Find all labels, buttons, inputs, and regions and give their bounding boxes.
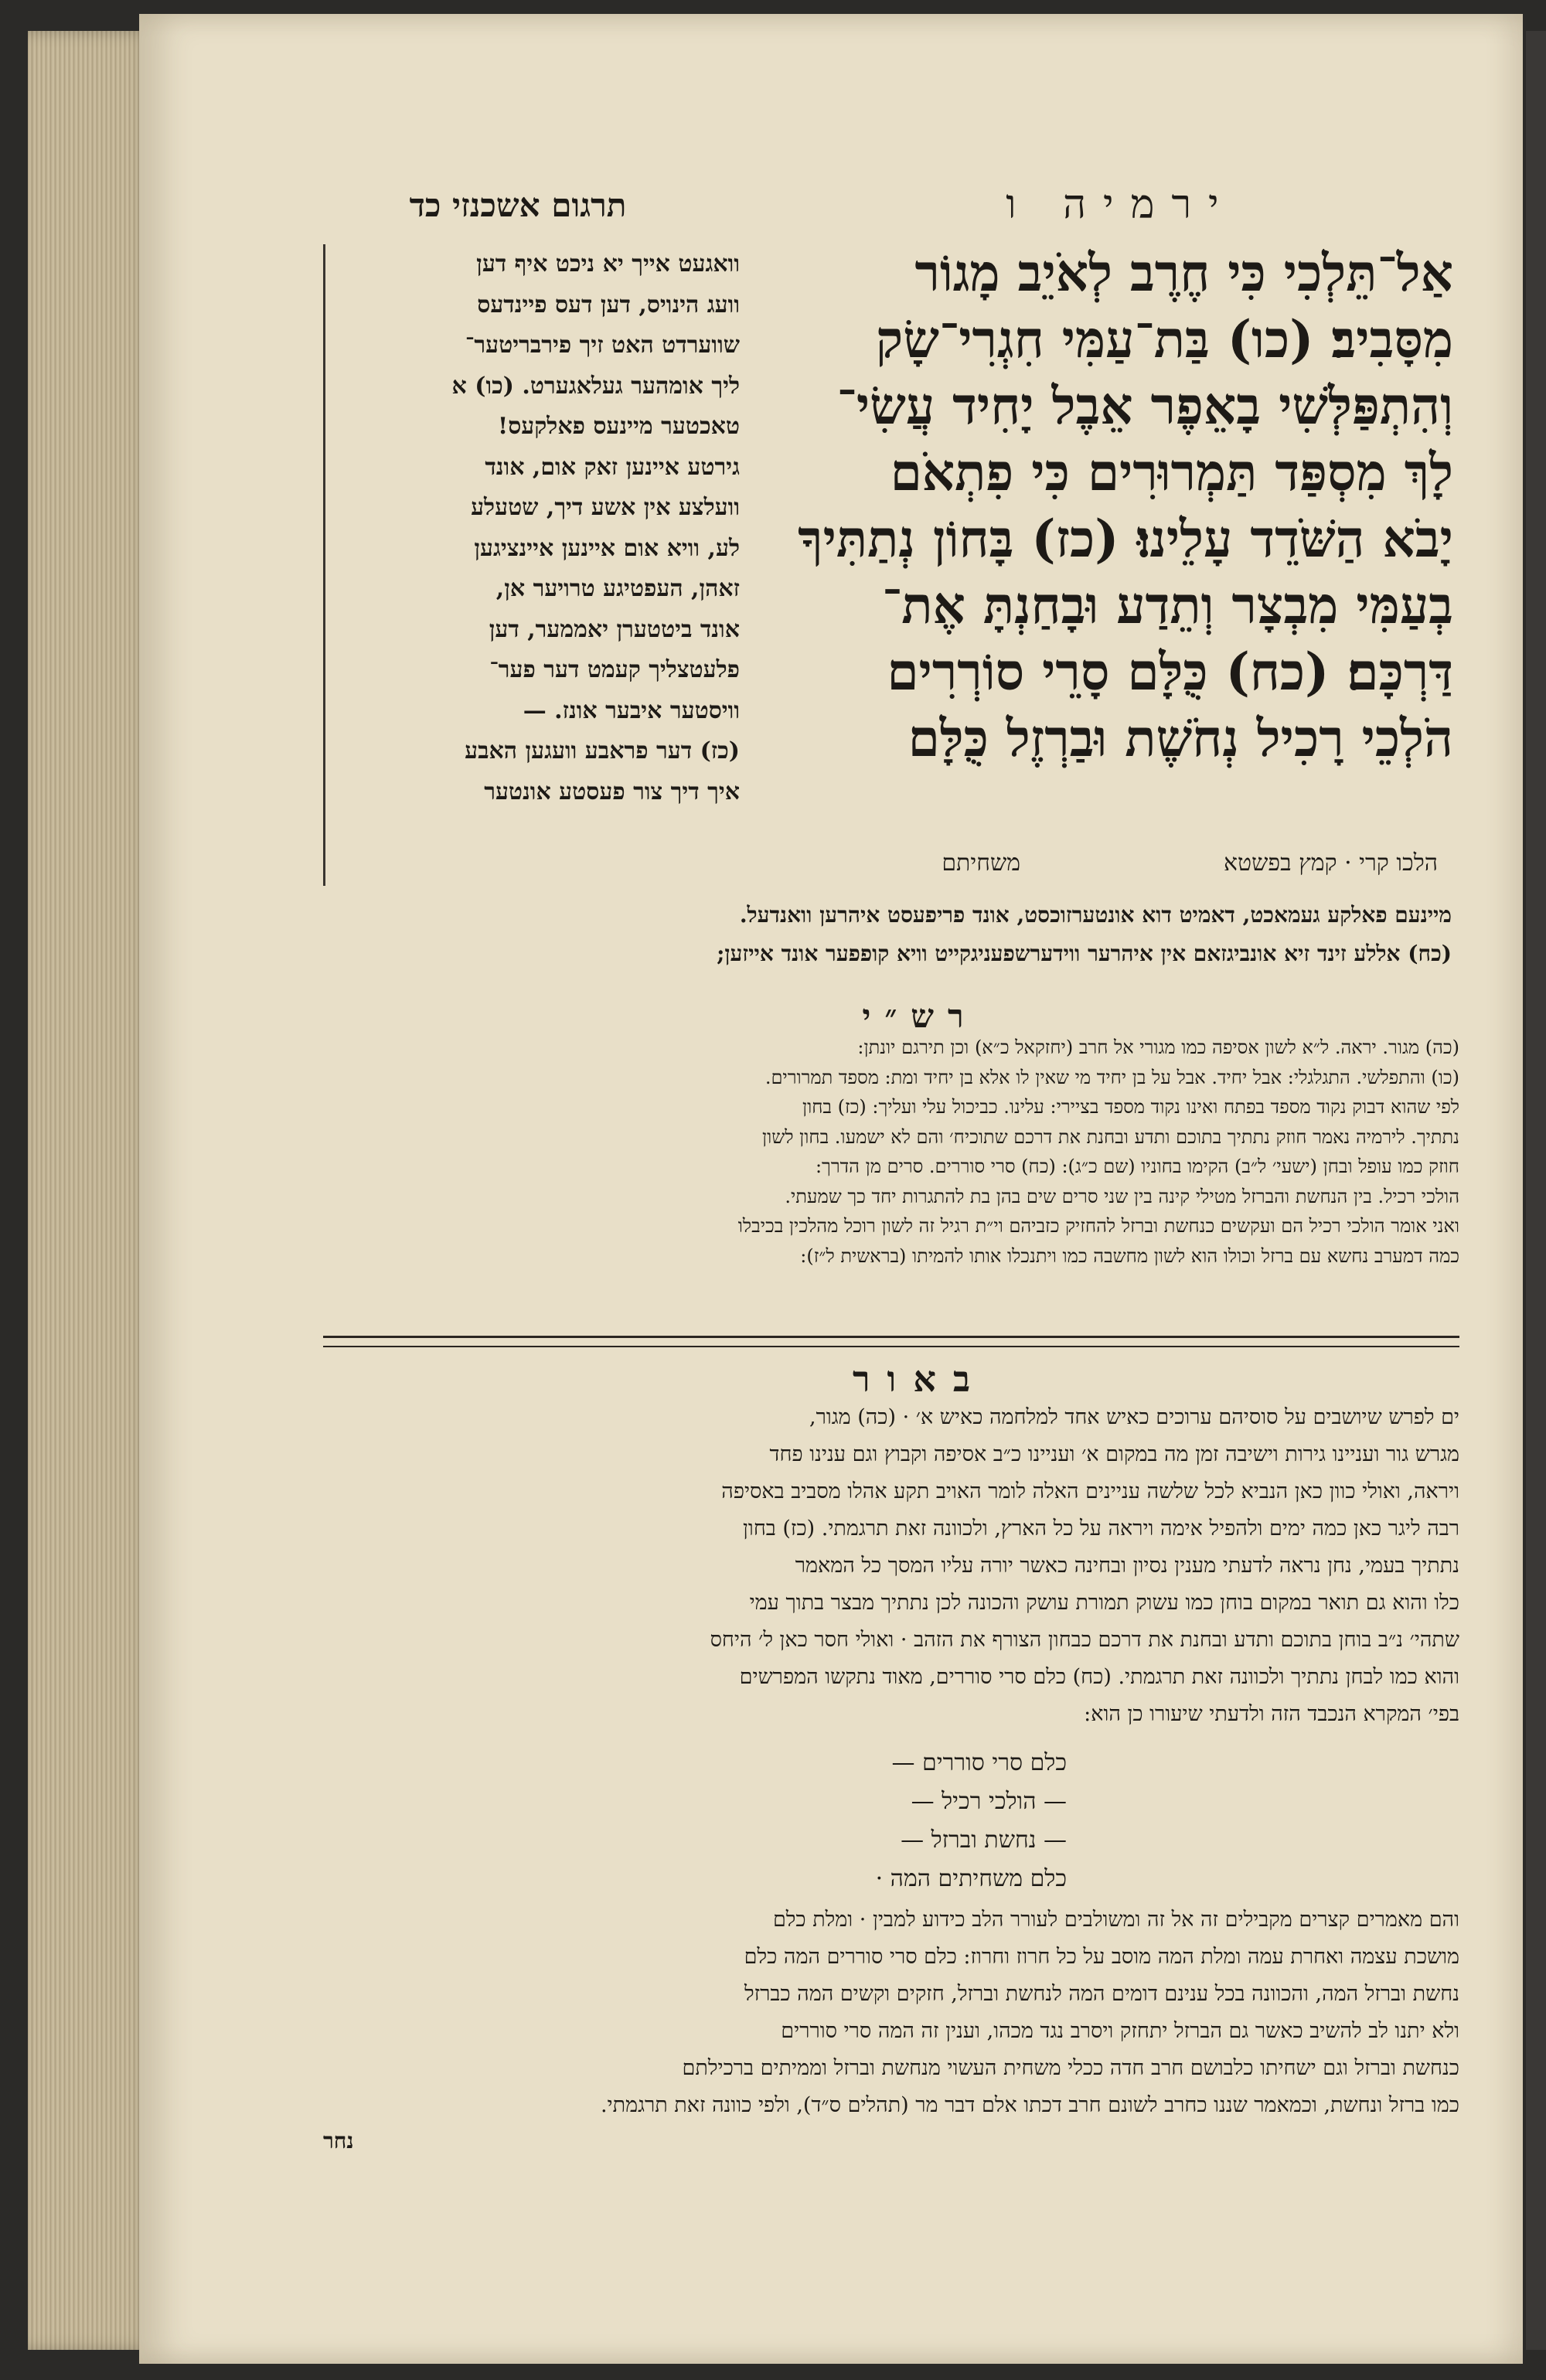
targum-line: וויסטער איבער אונז. —	[523, 696, 740, 724]
targum-line: פלעטצליך קעמט דער פער־	[489, 656, 740, 683]
qere-note: הלכו קרי · קמץ בפשטא	[1224, 850, 1438, 877]
targum-line: זאהן, העפטיגע טרויער אן,	[495, 575, 740, 602]
rashi-heading: רש״י	[862, 997, 978, 1035]
biur-line: ולא יתנו לב להשיב כאשר גם הברזל יתחזק ויסרב נגד מכהו, וענין זה המה סרי סוררים	[781, 2019, 1459, 2043]
catchword: נחר	[323, 2128, 354, 2154]
verse-line: דַּרְכָּם׃ (כח) כֻּלָּם סָרֵי סוֹרְרִים	[887, 642, 1453, 702]
verse-line: יָבֹא הַשֹּׁדֵד עָלֵינוּ׃ (כז) בָּחוֹן נְתַתִּיךָ	[798, 509, 1453, 569]
biur-line: מושכת עצמה ואחרת עמה ומלת המה מוסב על כל חרוז וחרוז: כלם סרי סוררים המה כלם	[744, 1945, 1459, 1969]
targum-line: טאכטער מיינעס פאלקעס!	[498, 413, 740, 440]
biur-commentary-continued	[323, 1902, 1459, 2126]
scheme-line: כלם משחיתים המה ·	[875, 1865, 1067, 1892]
rashi-line: חוזק כמו עופל ובחן (ישעי׳ ל״ב) הקימו בחוניו (שם כ״ג): (כח) סרי סוררים. סרים מן הדרך:	[815, 1156, 1459, 1177]
biur-line: ים לפרש שיושבים על סוסיהם ערוכים כאיש אחד למלחמה כאיש א׳ · (כה) מגור,	[809, 1405, 1459, 1429]
biur-line: כמו ברזל ונחשת, וכמאמר שננו כחרב לשונם חרב דכתו אלם דבר מר (תהלים ס״ד), ולפי כוונה זאת תרגמתי.	[600, 2093, 1459, 2117]
verse-marginal-note	[742, 844, 1453, 883]
rashi-line: ואני אומר הולכי רכיל הם ועקשים כנחשת וברזל להחזיק כזביהם וי״ת רגיל זה לשון רוכל מהלכין בכיבלו	[737, 1215, 1459, 1237]
verse-line: מִסָּבִיב׃ (כו) בַּת־עַמִּי חִגְרִי־שָׂק	[875, 309, 1453, 369]
rashi-line: (כה) מגור. יראה. ל״א לשון אסיפה כמו מגורי אל חרב (יחזקאל כ״א) וכן תירגם יונתן:	[857, 1037, 1459, 1058]
targum-continuation-line: מיינעם פאלקע געמאכט, דאמיט דוא אונטערזוכסט, אונד פריפעסט איהרען וואנדעל.	[739, 902, 1452, 928]
targum-line: וועג הינויס, דען דעס פיינדעס	[477, 291, 740, 318]
biur-line: נחשת וברזל המה, והכוונה בכל ענינם דומים המה לנחשת וברזל, חזקים וקשים המה כברזל	[744, 1982, 1459, 2006]
biur-line: נתתיך בעמי, נחן נראה לדעתי מענין נסיון ובחינה כאשר יורה עליו המסך כל המאמר	[795, 1554, 1459, 1578]
targum-line: וואגעט אייך יא ניכט איף דען	[476, 250, 740, 277]
rashi-line: הולכי רכיל. בין הנחשת והברזל מטילי קינה בין שני סרים שים בהן בת להתגרות יחד כך שמעתי.	[785, 1185, 1459, 1207]
scheme-line: — הולכי רכיל —	[911, 1788, 1067, 1815]
rashi-line: לפי שהוא דבוק נקוד מספד בפתח ואינו נקוד מספד בציירי: עלינו. כביכול עלי ועליך: (כז) בחון	[802, 1096, 1459, 1118]
biur-line: שתהי׳ נ״ב בוחן בתוכם ותדע ובחנת את דרכם כבחון הצורף את הזהב · ואולי חסר כאן ל׳ היחס	[710, 1628, 1459, 1652]
verse-line: אַל־תֵּלְכִי כִּי חֶרֶב לְאֹיֵב מָגוֹר	[914, 243, 1453, 303]
facing-page-edge	[1526, 31, 1546, 2350]
biur-line: כלו והוא גם תואר במקום בוחן כמו עשוק תמורת עושק והכונה לכן נתתיך מבצר בתוך עמי	[749, 1591, 1459, 1615]
targum-column	[323, 244, 740, 886]
targum-line: אונד ביטטערן יאממער, דען	[489, 615, 740, 643]
running-head-book: ירמיה ו	[1006, 182, 1236, 228]
rashi-line: כמה דמערב נחשא עם ברזל וכולו הוא לשון מחשבה כמו ויתנכלו אותו להמיתו (בראשית ל״ז):	[800, 1244, 1459, 1267]
targum-line: שווערדט האט זיך פירבריטער־	[465, 332, 740, 359]
verse-column	[742, 240, 1453, 843]
targum-line: (כז) דער פראבע וועגען האבע	[465, 737, 740, 764]
verse-line: לָךְ מִסְפַּד תַּמְרוּרִים כִּי פִתְאֹם	[890, 442, 1453, 502]
biur-line: רבה ליגר כאן כמה ימים ולהפיל אימה ויראה על כל הארץ, ולכוונה זאת תרגמתי. (כז) בחון	[743, 1517, 1459, 1541]
biur-line: והם מאמרים קצרים מקבילים זה אל זה ומשולבים לעורר הלב כידוע למבין · ומלת כלם	[772, 1908, 1459, 1932]
biur-line: ויראה, ואולי כוון כאן הנביא לכל שלשה עניינים האלה לומר האויב תקע אהלו מסביב באסיפה	[721, 1479, 1459, 1503]
page-edge	[28, 31, 152, 2350]
targum-line: גירטע איינען זאק אום, אונד	[485, 453, 740, 481]
verse-line: וְהִתְפַּלְּשִׁי בָאֵפֶר אֵבֶל יָחִיד עֲשִׂי־	[836, 376, 1453, 436]
rashi-commentary	[323, 1033, 1459, 1342]
rashi-line: נתתיך. לירמיה נאמר חוזק נתתיך בתוכם ותדע ובחנת את דרכם שתוכיח׳ והם לא ישמעו. בחון לשון	[762, 1125, 1459, 1148]
biur-line: והוא כמו לבחן נתתיך ולכוונה זאת תרגמתי. (כח) כלם סרי סוררים, מאוד נתקשו המפרשים	[739, 1665, 1459, 1689]
biur-commentary	[323, 1399, 1459, 1731]
biur-line: כנחשת וברזל וגם ישחיתו כלבושם חרב חדה ככלי משחית העשוי מנחשת וברזל וממיתים ברכילתם	[682, 2056, 1459, 2080]
verse-line: בְעַמִּי מִבְצָר וְתֵדַע וּבָחַנְתָּ אֶת־	[881, 575, 1453, 635]
biur-line: מגרש גור ועניינו גירות וישיבה זמן מה במקום א׳ ועניינו כ״ב אסיפה וקבוץ וגם ענינו פחד	[769, 1442, 1459, 1466]
targum-line: וועלצע אין אשע דיך, שטעלע	[471, 494, 740, 521]
targum-line: איך דיך צור פעסטע אונטער	[484, 778, 740, 805]
rashi-line: (כו) והתפלשי. התגלגלי: אבל יחיד. אבל על בן יחיד מי שאין לו אלא בן יחיד ומת: מספד תמרורים.	[764, 1066, 1459, 1088]
targum-line: ליך אומהער געלאגערט. (כו) א	[451, 372, 740, 400]
section-divider	[323, 1336, 1459, 1347]
verse-line: הֹלְכֵי רָכִיל נְחֹשֶׁת וּבַרְזֶל כֻּלָּם	[908, 708, 1453, 768]
scheme-line: כלם סרי סוררים —	[891, 1749, 1067, 1776]
catch-note: משחיתם	[942, 850, 1020, 877]
scheme-line: — נחשת וברזל —	[901, 1827, 1067, 1854]
running-head-targum: תרגום אשכנזי כד	[409, 186, 627, 224]
targum-line: לע, וויא אום איינען איינציגען	[474, 534, 740, 562]
biur-heading: באור	[852, 1358, 988, 1400]
biur-verse-scheme	[727, 1744, 1067, 1906]
targum-continuation-line: (כח) אללע זינד זיא אונביגזאם אין איהרער ווידערשפעניגקייט וויא קופפער אונד אייזען;	[717, 941, 1452, 966]
biur-line: בפי׳ המקרא הנכבד הזה ולדעתי שיעורו כן הוא:	[1084, 1702, 1459, 1726]
